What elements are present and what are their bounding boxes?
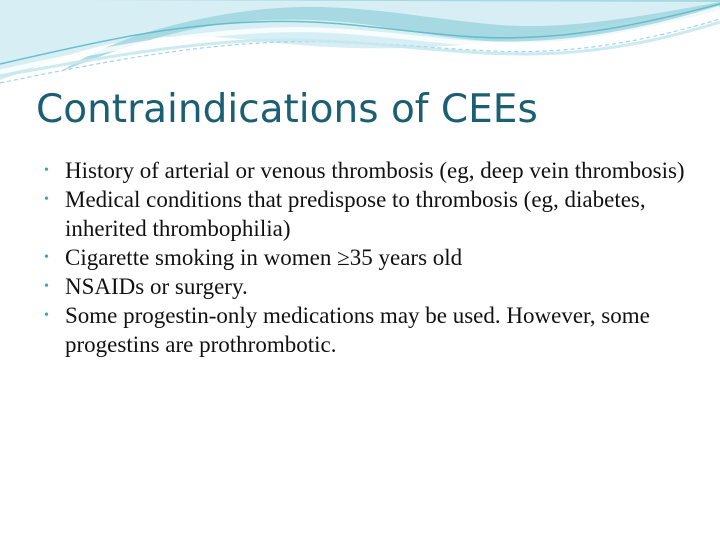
- bullet-item-progestin-medications: [44, 301, 694, 359]
- bullet-text: Some progestin-only medications may be used. However, some progestins are prothrombotic.: [65, 303, 650, 357]
- bullet-text: History of arterial or venous thrombosis (eg, deep vein thrombosis): [65, 158, 685, 183]
- bullet-dot-icon: •: [44, 308, 49, 323]
- bullet-text: Medical conditions that predispose to thrombosis (eg, diabetes, inherited thrombophilia): [65, 187, 646, 241]
- bullet-dot-icon: •: [44, 163, 49, 178]
- bullet-dot-icon: •: [44, 279, 49, 294]
- bullet-item-medical-conditions: [44, 185, 694, 243]
- decorative-wave-header: [0, 0, 720, 92]
- bullet-text: NSAIDs or surgery.: [65, 274, 248, 299]
- bullet-item-arterial-venous-thrombosis: [44, 156, 694, 185]
- bullet-text: Cigarette smoking in women ≥35 years old: [65, 245, 463, 270]
- bullet-list: [44, 156, 694, 359]
- bullet-dot-icon: •: [44, 192, 49, 207]
- bullet-item-cigarette-smoking: [44, 243, 694, 272]
- bullet-dot-icon: •: [44, 250, 49, 265]
- bullet-item-nsaids-surgery: [44, 272, 694, 301]
- slide-title: Contraindications of CEEs: [36, 87, 538, 132]
